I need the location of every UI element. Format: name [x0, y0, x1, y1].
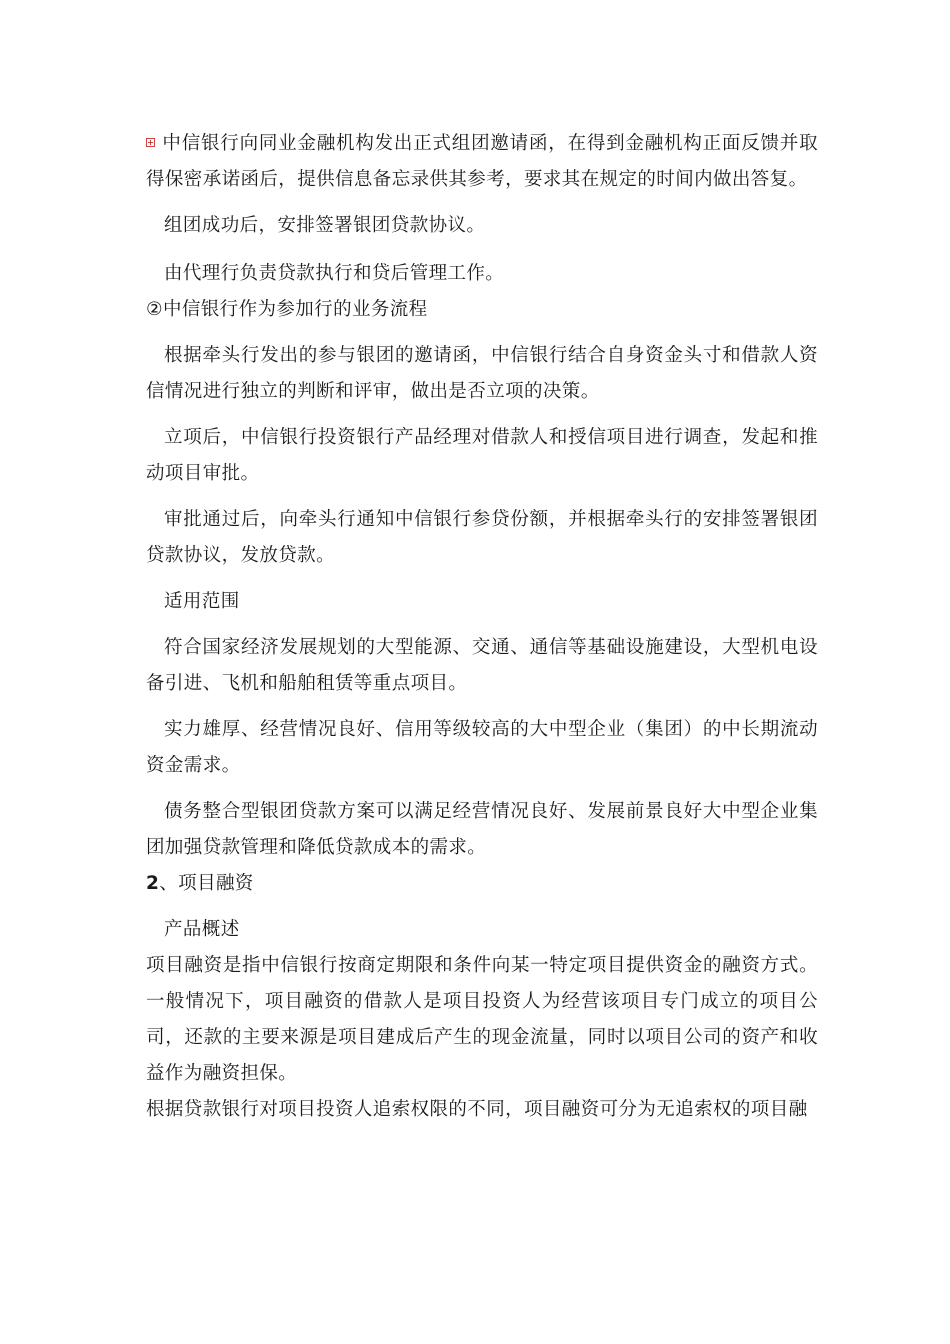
- paragraph-participation-invite: 根据牵头行发出的参与银团的邀请函，中信银行结合自身资金头寸和借款人资信情况进行独立的判断和评审，做出是否立项的决策。: [146, 345, 818, 402]
- heading-text: 、项目融资: [159, 873, 254, 894]
- paragraph-invitation: [146, 126, 818, 198]
- paragraph-sign-agreement: 组团成功后，安排签署银团贷款协议。: [164, 215, 486, 236]
- paragraph-scope-debt-integration: 债务整合型银团贷款方案可以满足经营情况良好、发展前景良好大中型企业集团加强贷款管理和降低贷款成本的需求。: [146, 801, 818, 858]
- section-heading-project-finance: [146, 866, 818, 902]
- paragraph-text: 中信银行向同业金融机构发出正式组团邀请函，在得到金融机构正面反馈并取得保密承诺函后，提供信息备忘录供其参考，要求其在规定的时间内做出答复。: [146, 133, 818, 190]
- paragraph-project-approval: 立项后，中信银行投资银行产品经理对借款人和授信项目进行调查，发起和推动项目审批。: [146, 427, 818, 484]
- paragraph-project-finance-definition: 项目融资是指中信银行按商定期限和条件向某一特定项目提供资金的融资方式。一般情况下，项目融资的借款人是项目投资人为经营该项目专门成立的项目公司，还款的主要来源是项目建成后产生的现金流量，同时以项目公司的资产和收益作为融资担保。: [146, 955, 818, 1084]
- paragraph-scope-working-capital: 实力雄厚、经营情况良好、信用等级较高的大中型企业（集团）的中长期流动资金需求。: [146, 719, 818, 776]
- paragraph-scope-infrastructure: 符合国家经济发展规划的大型能源、交通、通信等基础设施建设，大型机电设备引进、飞机和船舶租赁等重点项目。: [146, 637, 818, 694]
- paragraph-loan-release: 审批通过后，向牵头行通知中信银行参贷份额，并根据牵头行的安排签署银团贷款协议，发放贷款。: [146, 509, 818, 566]
- paragraph-agent-bank: 由代理行负责贷款执行和贷后管理工作。: [164, 263, 505, 284]
- section-heading-overview: 产品概述: [164, 919, 240, 940]
- section-heading-scope: 适用范围: [164, 591, 240, 612]
- document-body: [146, 126, 818, 1128]
- expand-plus-icon[interactable]: [146, 138, 155, 147]
- section-heading-participant-flow: ②中信银行作为参加行的业务流程: [146, 299, 428, 320]
- paragraph-recourse-types: 根据贷款银行对项目投资人追索权限的不同，项目融资可分为无追索权的项目融: [146, 1099, 808, 1120]
- heading-number: 2: [146, 873, 160, 894]
